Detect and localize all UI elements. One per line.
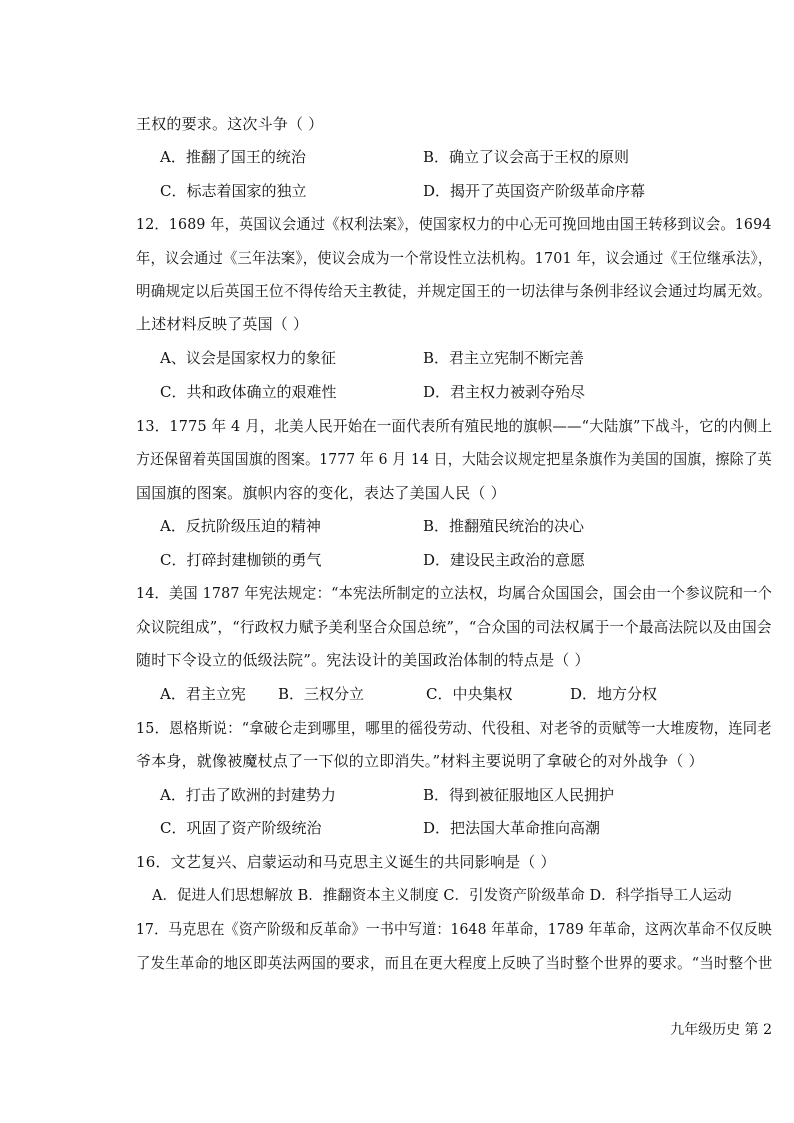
q14-option-c: C．中央集权 [426, 685, 513, 703]
q11-option-a: A．推翻了国王的统治 [160, 148, 306, 166]
q14-option-d: D．地方分权 [570, 685, 658, 703]
q17-line-2: 了发生革命的地区即英法两国的要求，而且在更大程度上反映了当时整个世界的要求。“当时整个世 [136, 954, 773, 972]
q11-option-b: B．确立了议会高于王权的原则 [423, 148, 630, 166]
q11-option-d: D．揭开了英国资产阶级革命序幕 [423, 182, 646, 200]
q14-option-b: B．三权分立 [278, 685, 365, 703]
q11-option-c: C．标志着国家的独立 [160, 182, 307, 200]
q15-option-c: C．巩固了资产阶级统治 [160, 819, 322, 837]
q13-line-3: 国国旗的图案。旗帜内容的变化，表达了美国人民（ ） [136, 484, 506, 502]
page-footer: 九年级历史 第 2 [670, 1022, 772, 1038]
q15-option-b: B．得到被征服地区人民拥护 [423, 786, 615, 804]
q13-line-2: 方还保留着英国国旗的图案。1777 年 6 月 14 日，大陆会议规定把星条旗作为美国的国旗，擦除了英 [136, 450, 772, 468]
q14-line-1: 14．美国 1787 年宪法规定：“本宪法所制定的立法权，均属合众国国会，国会由一个参议院和一个 [136, 584, 773, 602]
q12-option-b: B．君主立宪制不断完善 [423, 349, 585, 367]
q15-option-d: D．把法国大革命推向高潮 [423, 819, 601, 837]
q12-line-3: 明确规定以后英国王位不得传给天主教徒，并规定国王的一切法律与条例非经议会通过均属无效。 [136, 282, 772, 300]
q12-line-1: 12．1689 年，英国议会通过《权利法案》，使国家权力的中心无可挽回地由国王转移到议会。1694 [136, 215, 772, 233]
q12-line-4: 上述材料反映了英国（ ） [136, 315, 309, 333]
q13-option-b: B．推翻殖民统治的决心 [423, 517, 585, 535]
q15-line-2: 爷本身，就像被魔杖点了一下似的立即消失。”材料主要说明了拿破仑的对外战争（ ） [136, 752, 704, 770]
q13-line-1: 13．1775 年 4 月，北美人民开始在一面代表所有殖民地的旗帜——“大陆旗”下战斗，它的内侧上 [136, 417, 773, 435]
q17-line-1: 17．马克思在《资产阶级和反革命》一书中写道：1648 年革命，1789 年革命，这两次革命不仅反映 [136, 920, 772, 938]
q15-line-1: 15．恩格斯说：“拿破仑走到哪里，哪里的徭役劳动、代役租、对老爷的贡赋等一大堆废物，连同老 [136, 719, 772, 737]
q15-option-a: A．打击了欧洲的封建势力 [160, 786, 336, 804]
q11-tail: 王权的要求。这次斗争（ ） [136, 115, 324, 133]
q13-option-c: C．打碎封建枷锁的勇气 [160, 551, 322, 569]
q12-option-c: C．共和政体确立的艰难性 [160, 383, 337, 401]
q14-line-2: 众议院组成”，“行政权力赋予美利坚合众国总统”，“合众国的司法权属于一个最高法院以及由国会 [136, 618, 772, 636]
q14-option-a: A．君主立宪 [160, 685, 246, 703]
q12-option-a: A、议会是国家权力的象征 [160, 349, 336, 367]
q16-line-1: 16．文艺复兴、启蒙运动和马克思主义诞生的共同影响是（ ） [136, 853, 556, 871]
q16-options: A．促进人们思想解放 B．推翻资本主义制度 C．引发资产阶级革命 D．科学指导工人运动 [152, 888, 732, 904]
q14-line-3: 随时下令设立的低级法院”。宪法设计的美国政治体制的特点是（ ） [136, 651, 590, 669]
q13-option-d: D．建设民主政治的意愿 [423, 551, 586, 569]
q12-option-d: D．君主权力被剥夺殆尽 [423, 383, 586, 401]
q12-line-2: 年，议会通过《三年法案》，使议会成为一个常设性立法机构。1701 年，议会通过《王位继承法》， [136, 249, 773, 267]
q13-option-a: A．反抗阶级压迫的精神 [160, 517, 321, 535]
